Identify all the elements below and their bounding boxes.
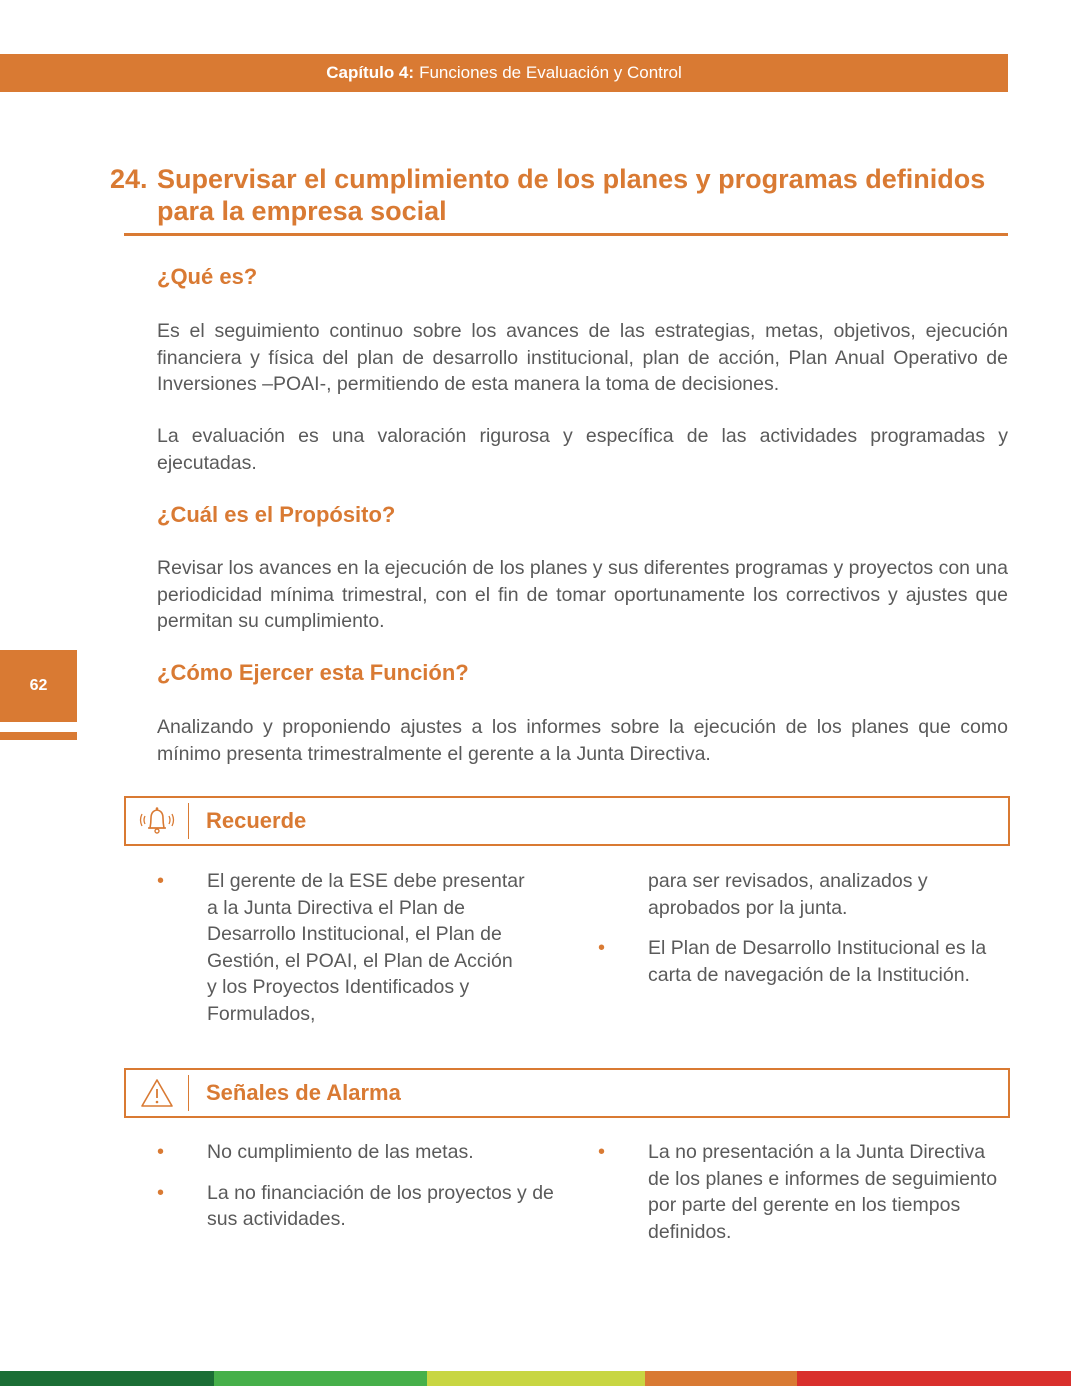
paragraph-que-es-1: Es el seguimiento continuo sobre los avances de las estrategias, metas, objetivos, ejecución financiera y física del plan de desarrollo institucional, plan de acción, Plan Anual Operativo de Inversiones –POAI-, permitiendo de esta manera la toma de decisiones.: [157, 320, 1008, 395]
heading-proposito: ¿Cuál es el Propósito?: [157, 502, 396, 527]
recuerde-label: Recuerde: [206, 808, 307, 833]
chapter-label: Capítulo 4:: [326, 63, 415, 82]
box-divider: [188, 1075, 189, 1111]
list-item: • La no financiación de los proyectos y de sus actividades.: [157, 1181, 554, 1230]
footer-color-bar: [0, 1371, 1071, 1386]
recuerde-box: [124, 796, 1010, 846]
recuerde-continuation: para ser revisados, analizados y aprobados por la junta.: [648, 870, 928, 919]
section-title-line2: para la empresa social: [157, 196, 447, 226]
section-number: 24.: [110, 164, 148, 194]
heading-como: ¿Cómo Ejercer esta Función?: [157, 660, 469, 685]
alarma-label: Señales de Alarma: [206, 1080, 401, 1105]
bullet: •: [157, 870, 165, 892]
footer-segment: [645, 1371, 797, 1386]
paragraph-proposito: Revisar los avances en la ejecución de los planes y sus diferentes programas y proyectos con una periodicidad mínima trimestral, con el fin de tomar oportunamente los correctivos y ajustes que permitan su cumplimiento.: [157, 557, 1008, 632]
alarma-right-list: [598, 1139, 1008, 1259]
bullet: •: [157, 1181, 165, 1204]
footer-segment: [214, 1371, 427, 1386]
page-tab-underline: [0, 732, 77, 740]
bullet: •: [598, 937, 606, 959]
heading-que-es: ¿Qué es?: [157, 264, 258, 289]
footer-segment: [797, 1371, 1071, 1386]
section-title: [110, 163, 1008, 227]
footer-segment: [427, 1371, 645, 1386]
list-item: • No cumplimiento de las metas.: [157, 1139, 557, 1166]
page-number: 62: [29, 677, 48, 694]
recuerde-right-list: [598, 935, 988, 1002]
footer-segment: [0, 1371, 214, 1386]
list-item: • La no presentación a la Junta Directiva de los planes e informes de seguimiento por parte del gerente en los tiempos definidos.: [598, 1141, 998, 1243]
recuerde-left-list: [157, 868, 527, 1041]
page-number-tab: [0, 650, 77, 722]
paragraph-que-es-2: La evaluación es una valoración rigurosa y específica de las actividades programadas y ejecutadas.: [157, 425, 1008, 474]
bell-icon: [126, 798, 188, 844]
paragraph-como: Analizando y proponiendo ajustes a los informes sobre la ejecución de los planes que como mínimo presenta trimestralmente el gerente a la Junta Directiva.: [157, 716, 1008, 765]
list-item: • El gerente de la ESE debe presentar a la Junta Directiva el Plan de Desarrollo Institucional, el Plan de Gestión, el POAI, el Plan de Acción y los Proyectos Identificados y Formulados,: [157, 870, 525, 1025]
warning-icon: [126, 1070, 188, 1116]
chapter-title: Funciones de Evaluación y Control: [419, 63, 682, 82]
chapter-header: [0, 54, 1008, 92]
list-item: • El Plan de Desarrollo Institucional es la carta de navegación de la Institución.: [598, 937, 987, 986]
alarma-box: [124, 1068, 1010, 1118]
alarma-left-list: [157, 1139, 557, 1247]
section-title-line1: Supervisar el cumplimiento de los planes y programas definidos: [157, 164, 986, 194]
title-underline: [124, 233, 1008, 236]
bullet: •: [157, 1141, 165, 1163]
box-divider: [188, 803, 189, 839]
bullet: •: [598, 1141, 606, 1163]
